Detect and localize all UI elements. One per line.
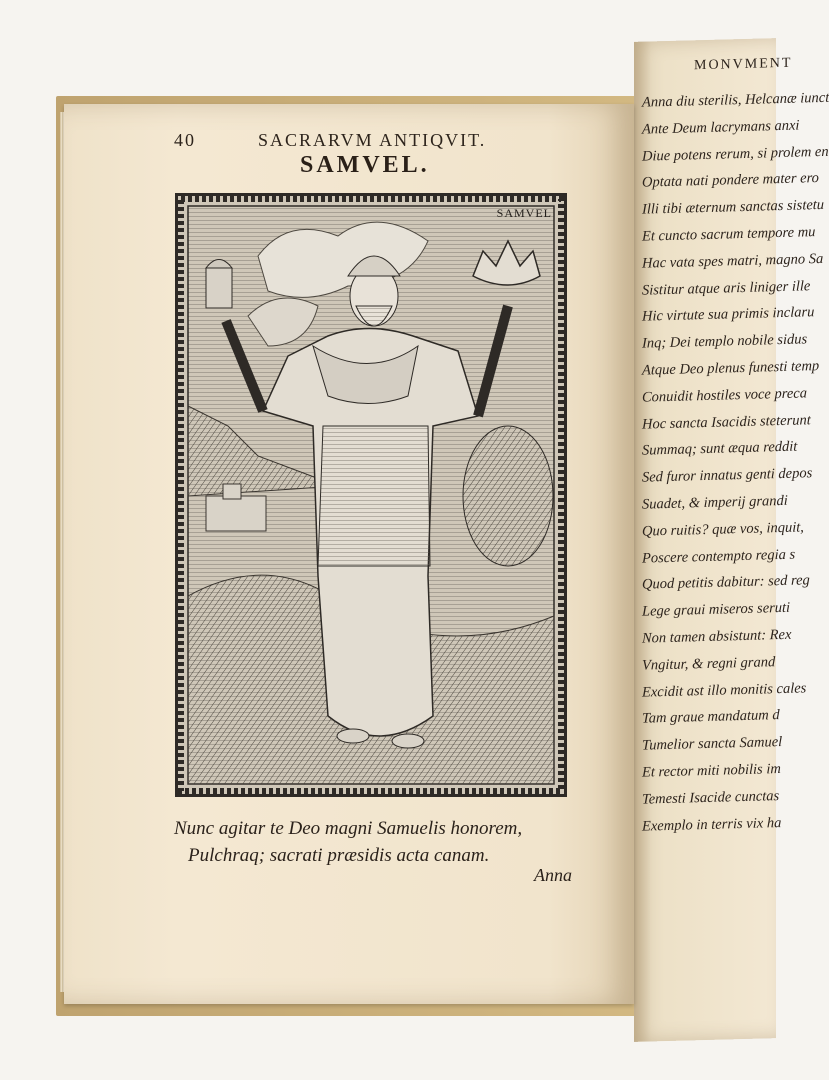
samuel-engraving [175, 193, 567, 797]
right-page [634, 38, 829, 1042]
right-running-head: MONVMENT [694, 55, 793, 74]
page-number: 40 [174, 130, 196, 150]
right-text-line: Temesti Isacide cunctas [642, 787, 780, 808]
right-page-text [642, 86, 829, 840]
catchword: Anna [534, 865, 572, 885]
right-text-line: Non tamen absistunt: Rex [642, 626, 792, 647]
right-text-line: Hoc sancta Isacidis steterunt [642, 411, 811, 433]
right-text-line: Et cuncto sacrum tempore mu [642, 224, 816, 245]
right-text-line: Inq; Dei templo nobile sidus [642, 331, 808, 352]
right-text-line: Hac vata spes matri, magno Sa [642, 250, 824, 272]
right-text-line: Conuidit hostiles voce preca [642, 385, 807, 406]
right-text-line: Vngitur, & regni grand [642, 653, 776, 674]
right-text-line: Poscere contempto regia s [642, 546, 796, 567]
right-text-line: Lege graui miseros seruti [642, 599, 791, 620]
engraving-illustration [178, 196, 564, 794]
right-text-line: Diue potens rerum, si prolem en [642, 143, 829, 165]
right-text-line: Exemplo in terris vix ha [642, 814, 782, 835]
caption-line-1: Nunc agitar te Deo magni Samuelis honorem, [174, 818, 523, 839]
page-header [174, 130, 554, 154]
right-text-line: Tumelior sancta Samuel [642, 734, 783, 754]
right-text-line: Excidit ast illo monitis cales [642, 679, 807, 701]
right-text-line: Summaq; sunt æqua reddit [642, 438, 798, 460]
plate-label: SAMVEL [496, 206, 552, 220]
right-text-line: Et rector miti nobilis im [642, 760, 781, 781]
right-text-line: Tam graue mandatum d [642, 707, 780, 727]
right-text-line: Sed furor innatus genti depos [642, 465, 813, 486]
right-text-line: Optata nati pondere mater ero [642, 170, 819, 192]
right-text-line: Quo ruitis? quæ vos, inquit, [642, 519, 804, 540]
right-text-line: Suadet, & imperij grandi [642, 492, 788, 513]
right-text-line: Anna diu sterilis, Helcanæ iunct [642, 89, 829, 111]
right-text-line: Quod petitis dabitur: sed reg [642, 572, 810, 593]
verse-caption [174, 815, 594, 869]
right-text-line: Ante Deum lacrymans anxi [642, 117, 800, 138]
right-text-line: Atque Deo plenus funesti temp [642, 357, 820, 379]
right-text-line: Hic virtute sua primis inclaru [642, 304, 815, 326]
right-text-line: Illi tibi æternum sanctas sistetu [642, 197, 825, 218]
caption-line-2: Pulchraq; sacrati præsidis acta canam. [188, 845, 490, 866]
right-text-line: Sistitur atque aris liniger ille [642, 277, 811, 299]
page-title: SAMVEL. [300, 152, 430, 178]
running-head: SACRARVM ANTIQVIT. [258, 130, 487, 150]
